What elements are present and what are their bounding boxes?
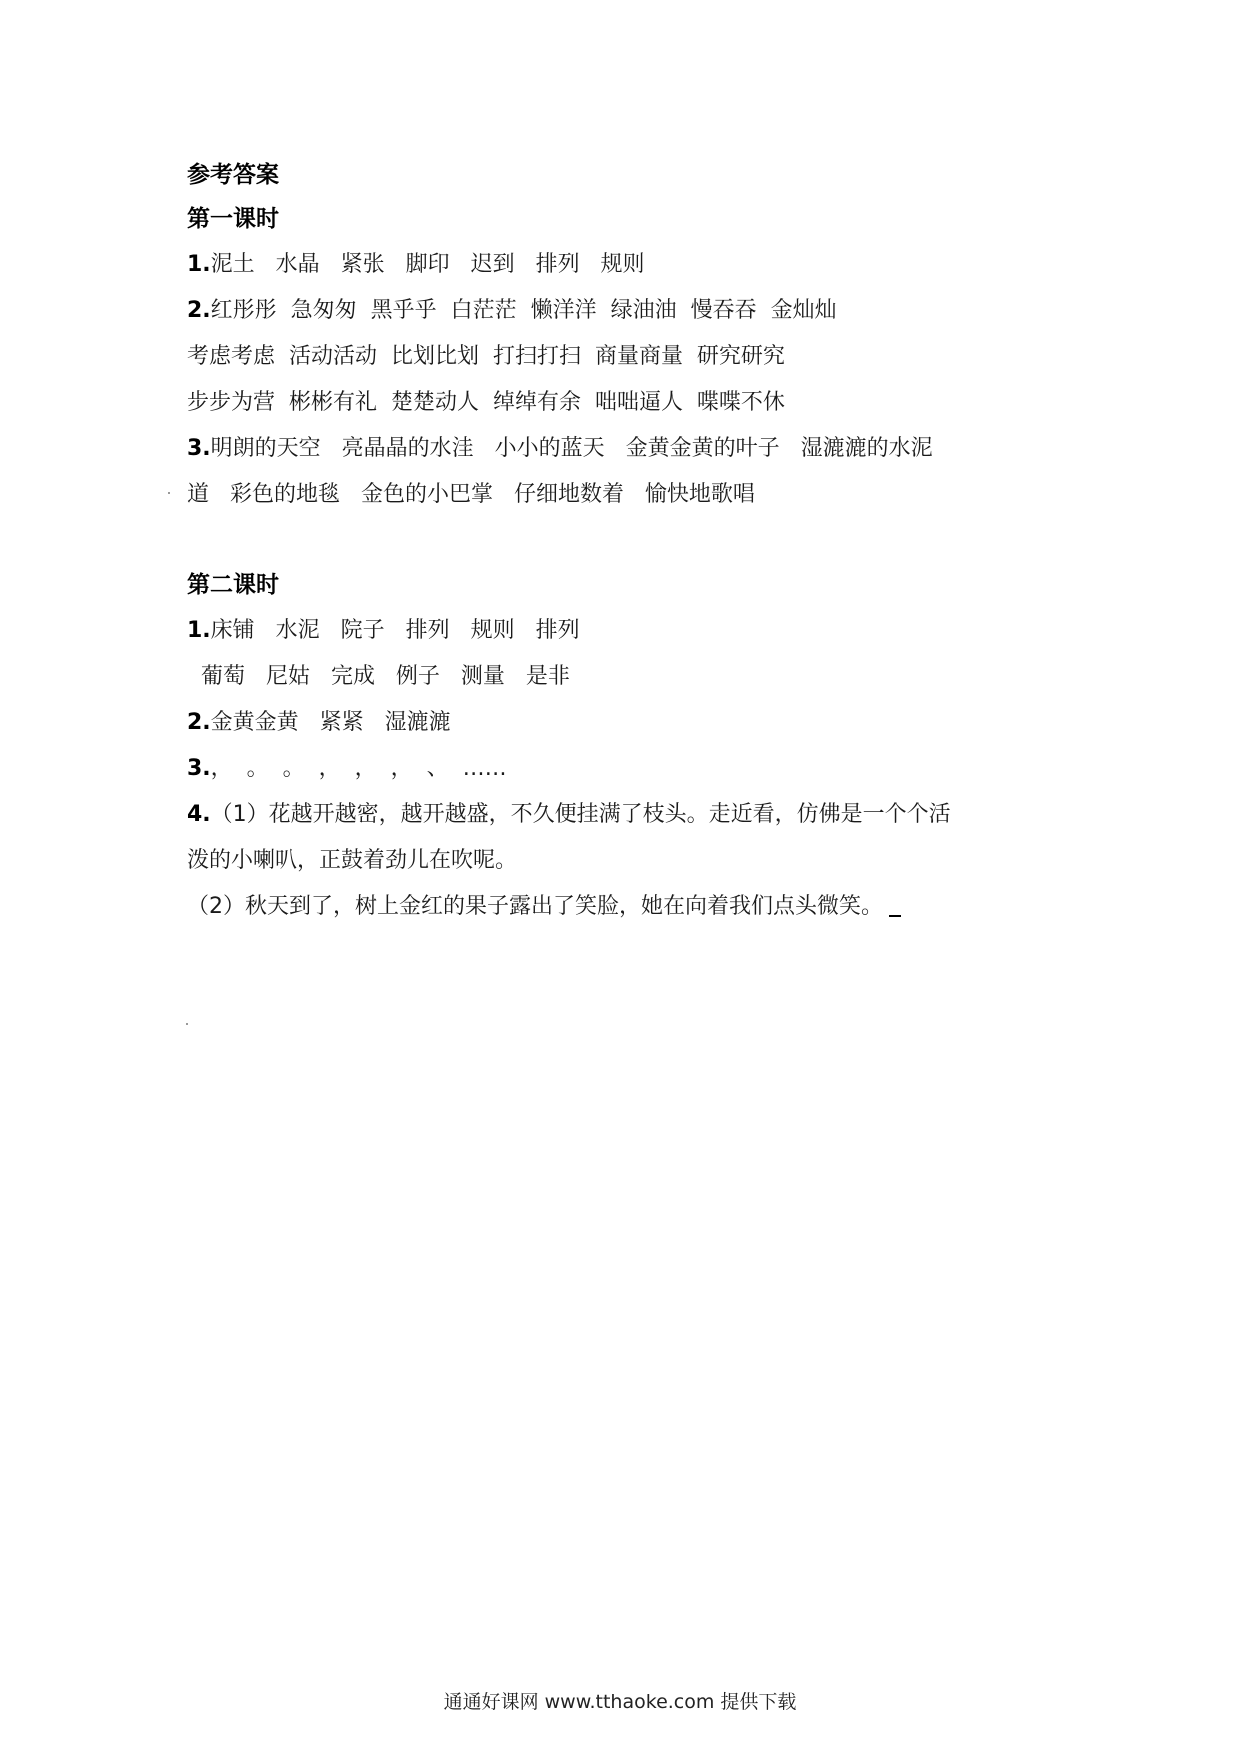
answer-text: （1）花越开越密，越开越盛，不久便挂满了枝头。走近看，仿佛是一个个活 [210, 802, 951, 827]
item-number: 1. [187, 618, 211, 643]
answer-text: 红彤彤 急匆匆 黑乎乎 白茫茫 懒洋洋 绿油油 慢吞吞 金灿灿 [210, 298, 837, 323]
answer-line [187, 662, 1067, 692]
page-title: 参考答案 [187, 162, 279, 188]
item-number: 3. [187, 756, 211, 781]
answer-text: 葡萄 尼姑 完成 例子 测量 是非 [187, 664, 570, 689]
answer-text: 床铺 水泥 院子 排列 规则 排列 [210, 618, 580, 643]
answer-line [187, 754, 1067, 784]
answer-line [187, 800, 1067, 830]
scan-speck [168, 492, 170, 494]
section-1-answers [187, 250, 1067, 510]
item-number: 3. [187, 436, 211, 461]
footer-credit: 通通好课网 www.tthaoke.com 提供下载 [443, 1691, 797, 1713]
underscore-mark [889, 893, 901, 917]
answer-line [187, 434, 1067, 464]
item-number: 1. [187, 252, 211, 277]
scan-speck [186, 1023, 188, 1025]
answer-text: 道 彩色的地毯 金色的小巴掌 仔细地数着 愉快地歌唱 [187, 482, 755, 507]
answer-line [187, 708, 1067, 738]
answer-text: 泥土 水晶 紧张 脚印 迟到 排列 规则 [210, 252, 645, 277]
item-number: 4. [187, 802, 211, 827]
answer-text: 金黄金黄 紧紧 湿漉漉 [210, 710, 451, 735]
item-number: 2. [187, 710, 211, 735]
answer-line [187, 892, 1067, 922]
section-heading-2: 第二课时 [187, 572, 279, 598]
answer-text: 步步为营 彬彬有礼 楚楚动人 绰绰有余 咄咄逼人 喋喋不休 [187, 390, 785, 415]
answer-line [187, 616, 1067, 646]
answer-text: 明朗的天空 亮晶晶的水洼 小小的蓝天 金黄金黄的叶子 湿漉漉的水泥 [210, 436, 933, 461]
answer-text: 考虑考虑 活动活动 比划比划 打扫打扫 商量商量 研究研究 [187, 344, 785, 369]
answer-line [187, 388, 1067, 418]
answer-line [187, 296, 1067, 326]
item-number: 2. [187, 298, 211, 323]
section-2-answers [187, 616, 1067, 922]
answer-line [187, 480, 1067, 510]
section-heading-1: 第一课时 [187, 206, 279, 232]
answer-line [187, 342, 1067, 372]
answer-text: ， 。 。 ， ， ， 、 …… [210, 756, 507, 781]
answer-line [187, 846, 1067, 876]
answer-text: 泼的小喇叭，正鼓着劲儿在吹呢。 [187, 848, 518, 873]
answer-text: （2）秋天到了，树上金红的果子露出了笑脸，她在向着我们点头微笑。 [187, 894, 883, 919]
answer-line [187, 250, 1067, 280]
answer-content [187, 160, 1067, 922]
